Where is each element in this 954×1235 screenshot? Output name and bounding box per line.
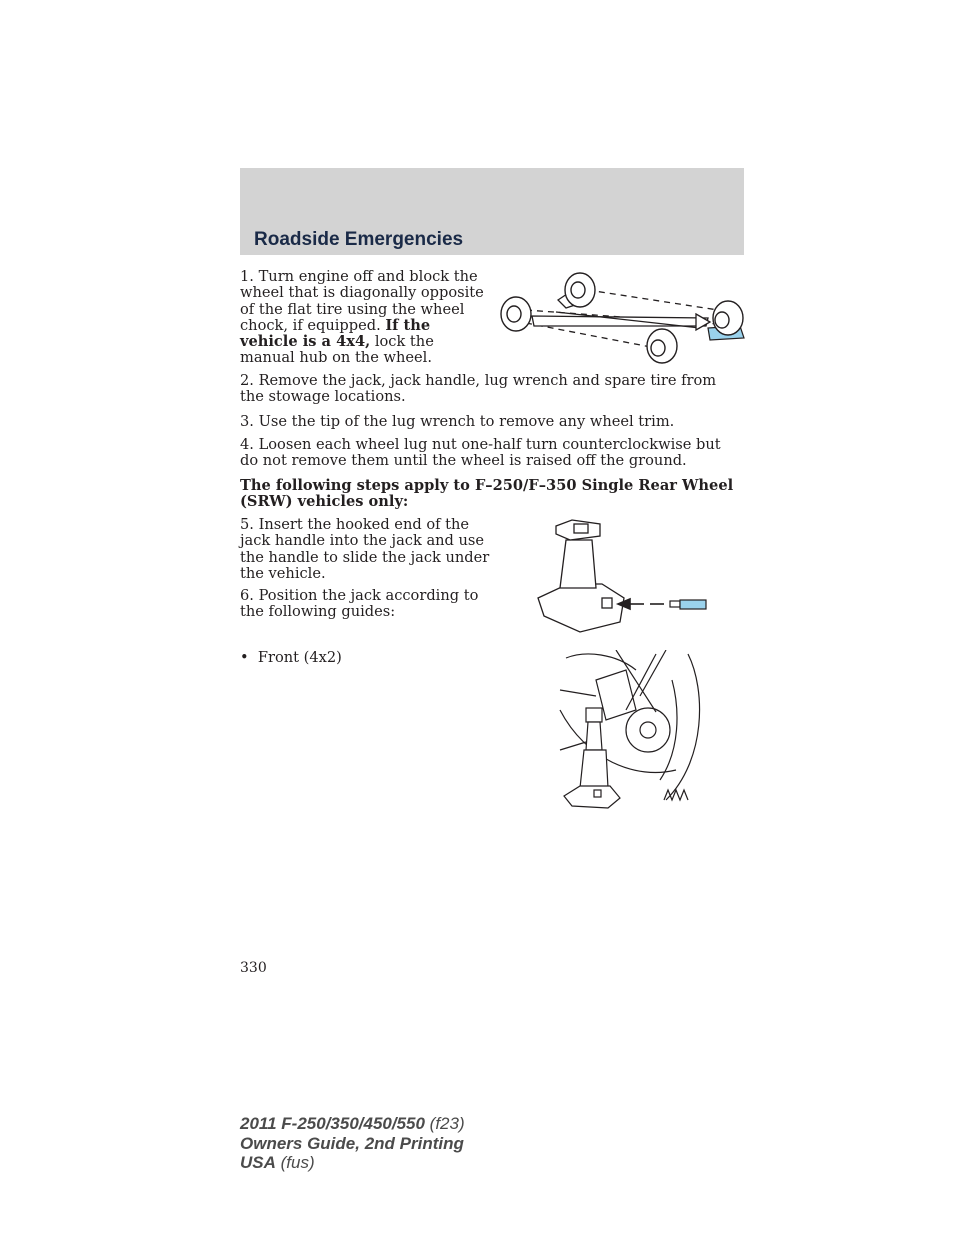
step-6: 6. Position the jack according to the following guides:	[240, 587, 479, 621]
srw-note	[240, 478, 740, 511]
step-3: 3. Use the tip of the lug wrench to remove any wheel trim.	[240, 413, 675, 430]
footer-model: 2011 F-250/350/450/550	[240, 1114, 425, 1133]
step-1	[240, 269, 486, 367]
front-jack-position-diagram	[556, 650, 704, 810]
jack-handle-diagram	[532, 518, 712, 636]
footer-region: USA	[240, 1153, 276, 1172]
footer-line-2: Owners Guide, 2nd Printing	[240, 1133, 464, 1153]
footer-line-1	[240, 1114, 465, 1134]
page-number: 330	[240, 960, 267, 976]
step-1-text-c: lock the manual hub on the wheel.	[240, 333, 434, 367]
footer	[240, 1114, 465, 1173]
step-4: 4. Loosen each wheel lug nut one-half turn counterclockwise but do not remove them until the wheel is raised off the ground.	[240, 436, 721, 470]
section-header-band	[240, 168, 744, 255]
footer-region-code: (fus)	[275, 1153, 315, 1172]
step-1-text-a: 1. Turn engine off and block the wheel that is diagonally opposite of the flat tire using the wheel chock, if equipped.	[240, 268, 484, 334]
step-2: 2. Remove the jack, jack handle, lug wrench and spare tire from the stowage locations.	[240, 372, 717, 406]
section-title: Roadside Emergencies	[254, 229, 464, 250]
footer-model-code: (f23)	[424, 1114, 465, 1133]
bullet-front-4x2: • Front (4x2)	[240, 649, 342, 666]
step-1-bold: If the vehicle is a 4x4,	[240, 316, 431, 351]
srw-note-text: The following steps apply to F–250/F–350 Single Rear Wheel (SRW) vehicles only:	[240, 477, 734, 511]
step-5: 5. Insert the hooked end of the jack handle into the jack and use the handle to slide the jack under the vehicle.	[240, 516, 490, 582]
bullet-text: Front (4x2)	[257, 649, 342, 666]
footer-line-3	[240, 1153, 465, 1173]
wheel-chock-diagram	[496, 268, 748, 370]
